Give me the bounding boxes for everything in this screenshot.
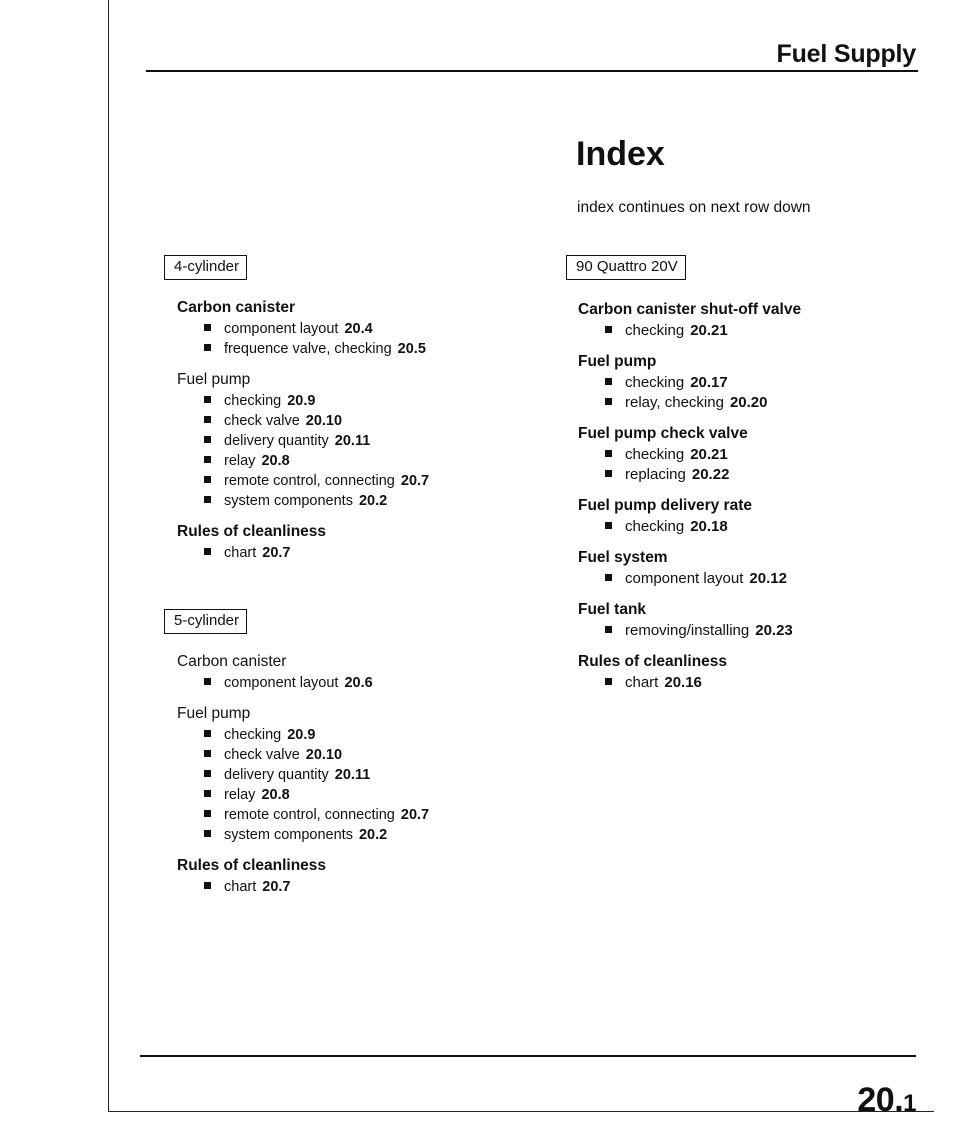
entry-item: component layout 20.6 bbox=[177, 673, 429, 693]
index-entry bbox=[177, 298, 429, 359]
entry-heading: Fuel pump check valve bbox=[578, 425, 748, 442]
bullet-icon bbox=[605, 522, 612, 529]
entry-item: system components 20.2 bbox=[177, 491, 429, 511]
page-margin-line bbox=[108, 0, 109, 1112]
entry-item: checking 20.9 bbox=[177, 725, 429, 745]
bullet-icon bbox=[204, 344, 211, 351]
index-entry bbox=[578, 424, 801, 485]
page-ref: 20.8 bbox=[261, 453, 290, 469]
entry-heading: Rules of cleanliness bbox=[578, 653, 728, 670]
bullet-icon bbox=[204, 396, 211, 403]
group-5-cylinder-entries bbox=[177, 652, 429, 908]
page-ref: 20.8 bbox=[261, 787, 290, 803]
footer-rule bbox=[140, 1055, 916, 1057]
entry-heading: Fuel pump bbox=[177, 371, 251, 388]
entry-item: checking 20.17 bbox=[578, 373, 801, 393]
entry-item: check valve 20.10 bbox=[177, 745, 429, 765]
group-4-cylinder-entries bbox=[177, 298, 429, 574]
page-bottom-edge bbox=[108, 1111, 934, 1112]
bullet-icon bbox=[204, 750, 211, 757]
page-ref: 20.10 bbox=[305, 747, 343, 763]
bullet-icon bbox=[605, 326, 612, 333]
group-label-5-cylinder: 5-cylinder bbox=[164, 609, 247, 634]
bullet-icon bbox=[204, 496, 211, 503]
entry-heading: Carbon canister shut-off valve bbox=[578, 301, 802, 318]
page-ref: 20.9 bbox=[287, 727, 316, 743]
entry-item: relay 20.8 bbox=[177, 451, 429, 471]
entry-item: checking 20.18 bbox=[578, 517, 801, 537]
page-ref: 20.9 bbox=[287, 393, 316, 409]
entry-heading: Fuel pump delivery rate bbox=[578, 497, 752, 514]
entry-item: chart 20.16 bbox=[578, 673, 801, 693]
bullet-icon bbox=[204, 730, 211, 737]
index-entry bbox=[578, 652, 801, 693]
entry-item: component layout 20.12 bbox=[578, 569, 801, 589]
entry-item: chart 20.7 bbox=[177, 877, 429, 897]
entry-item: checking 20.21 bbox=[578, 445, 801, 465]
page-number: 20.1 bbox=[857, 1081, 916, 1119]
bullet-icon bbox=[204, 476, 211, 483]
index-entry bbox=[177, 704, 429, 845]
entry-heading: Fuel pump bbox=[177, 705, 251, 722]
page-ref: 20.20 bbox=[729, 394, 768, 411]
index-note: index continues on next row down bbox=[577, 199, 811, 216]
page-ref: 20.7 bbox=[400, 807, 430, 823]
bullet-icon bbox=[204, 416, 211, 423]
bullet-icon bbox=[204, 678, 211, 685]
bullet-icon bbox=[204, 790, 211, 797]
bullet-icon bbox=[605, 398, 612, 405]
entry-item: relay 20.8 bbox=[177, 785, 429, 805]
index-entry bbox=[177, 370, 429, 511]
entry-item: delivery quantity 20.11 bbox=[177, 431, 429, 451]
bullet-icon bbox=[204, 810, 211, 817]
index-entry bbox=[177, 856, 429, 897]
index-entry bbox=[177, 522, 429, 563]
entry-item: delivery quantity 20.11 bbox=[177, 765, 429, 785]
entry-heading: Rules of cleanliness bbox=[177, 857, 327, 874]
entry-item: component layout 20.4 bbox=[177, 319, 429, 339]
entry-item: remote control, connecting 20.7 bbox=[177, 805, 429, 825]
page-header-title: Fuel Supply bbox=[776, 40, 916, 68]
group-90-quattro-entries bbox=[578, 300, 801, 704]
index-entry bbox=[578, 496, 801, 537]
bullet-icon bbox=[204, 770, 211, 777]
entry-heading: Carbon canister bbox=[177, 299, 296, 316]
page-ref: 20.6 bbox=[344, 675, 373, 691]
bullet-icon bbox=[605, 378, 612, 385]
page-ref: 20.2 bbox=[358, 827, 388, 843]
bullet-icon bbox=[204, 436, 211, 443]
page-ref: 20.17 bbox=[690, 374, 728, 391]
page-ref: 20.7 bbox=[262, 545, 291, 561]
page-ref: 20.23 bbox=[755, 622, 793, 639]
page-ref: 20.10 bbox=[305, 413, 343, 429]
bullet-icon bbox=[605, 574, 612, 581]
entry-heading: Fuel tank bbox=[578, 601, 647, 618]
bullet-icon bbox=[204, 456, 211, 463]
page-ref: 20.5 bbox=[397, 341, 426, 357]
group-label-90-quattro-20v: 90 Quattro 20V bbox=[566, 255, 686, 280]
page-ref: 20.21 bbox=[690, 446, 728, 463]
bullet-icon bbox=[204, 548, 211, 555]
entry-item: relay, checking 20.20 bbox=[578, 393, 801, 413]
page-ref: 20.11 bbox=[334, 433, 371, 449]
bullet-icon bbox=[605, 470, 612, 477]
page-ref: 20.12 bbox=[749, 570, 787, 587]
bullet-icon bbox=[204, 830, 211, 837]
entry-item: frequence valve, checking 20.5 bbox=[177, 339, 429, 359]
bullet-icon bbox=[204, 324, 211, 331]
index-entry bbox=[578, 548, 801, 589]
page-ref: 20.7 bbox=[400, 473, 430, 489]
entry-item: removing/installing 20.23 bbox=[578, 621, 801, 641]
page-ref: 20.21 bbox=[690, 322, 728, 339]
bullet-icon bbox=[204, 882, 211, 889]
entry-item: remote control, connecting 20.7 bbox=[177, 471, 429, 491]
page-ref: 20.7 bbox=[262, 879, 291, 895]
index-entry bbox=[578, 300, 801, 341]
bullet-icon bbox=[605, 678, 612, 685]
header-rule bbox=[146, 70, 918, 72]
entry-item: system components 20.2 bbox=[177, 825, 429, 845]
page-ref: 20.22 bbox=[691, 466, 730, 483]
entry-item: check valve 20.10 bbox=[177, 411, 429, 431]
entry-heading: Fuel system bbox=[578, 549, 668, 566]
page-ref: 20.11 bbox=[334, 767, 371, 783]
entry-item: replacing 20.22 bbox=[578, 465, 801, 485]
entry-item: chart 20.7 bbox=[177, 543, 429, 563]
page-ref: 20.18 bbox=[690, 518, 728, 535]
page-ref: 20.16 bbox=[664, 674, 702, 691]
entry-item: checking 20.21 bbox=[578, 321, 801, 341]
entry-heading: Rules of cleanliness bbox=[177, 523, 327, 540]
index-title: Index bbox=[576, 135, 665, 173]
bullet-icon bbox=[605, 626, 612, 633]
page-ref: 20.4 bbox=[344, 321, 373, 337]
bullet-icon bbox=[605, 450, 612, 457]
entry-item: checking 20.9 bbox=[177, 391, 429, 411]
entry-heading: Fuel pump bbox=[578, 353, 657, 370]
index-entry bbox=[578, 600, 801, 641]
index-entry bbox=[578, 352, 801, 413]
index-entry bbox=[177, 652, 429, 693]
group-label-4-cylinder: 4-cylinder bbox=[164, 255, 247, 280]
entry-heading: Carbon canister bbox=[177, 653, 287, 670]
page-ref: 20.2 bbox=[358, 493, 388, 509]
